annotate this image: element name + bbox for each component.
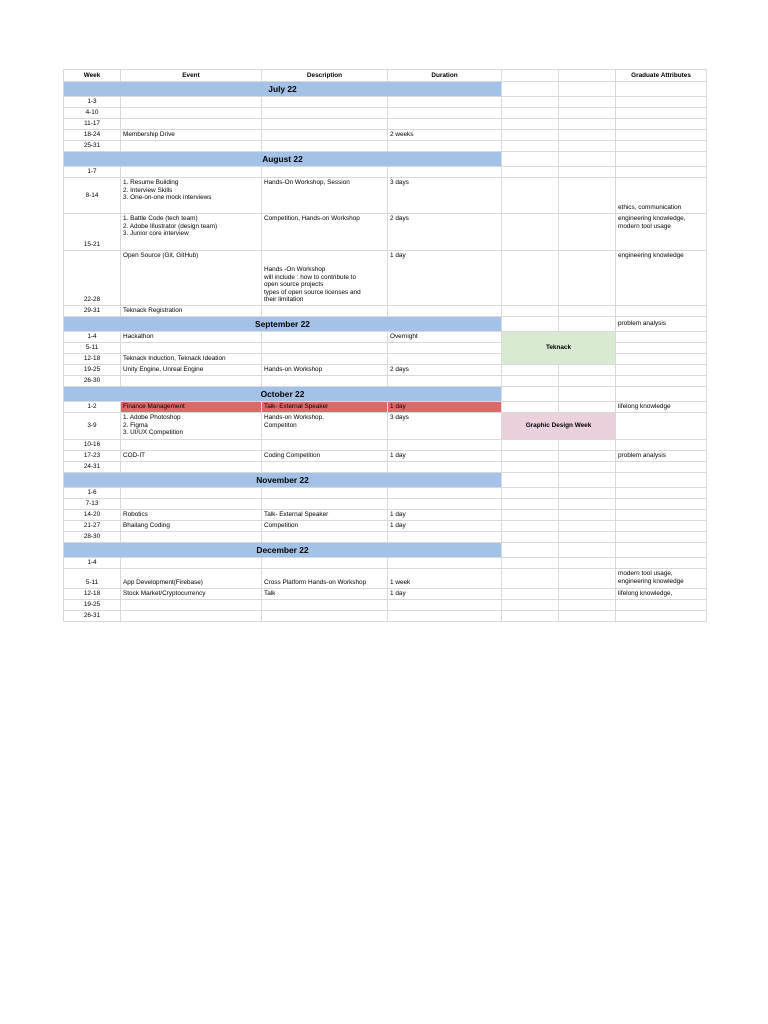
duration-cell: 3 days — [388, 178, 502, 214]
description-cell: Competition, Hands-on Workshop — [262, 214, 388, 251]
attributes-cell — [616, 343, 707, 354]
table-row — [64, 600, 707, 611]
week-cell: 1-3 — [64, 97, 121, 108]
week-cell: 10-16 — [64, 440, 121, 451]
attributes-cell — [616, 532, 707, 543]
duration-cell: 1 day — [388, 521, 502, 532]
week-cell: 1-6 — [64, 488, 121, 499]
week-cell: 19-25 — [64, 365, 121, 376]
event-cell — [121, 499, 262, 510]
table-row — [64, 462, 707, 473]
duration-cell: 2 days — [388, 365, 502, 376]
attributes-cell: modern tool usage, engineering knowledge — [616, 569, 707, 589]
table-row — [64, 306, 707, 317]
duration-cell — [388, 600, 502, 611]
description-cell — [262, 558, 388, 569]
duration-cell: 1 week — [388, 569, 502, 589]
week-cell: 24-31 — [64, 462, 121, 473]
attributes-cell — [616, 510, 707, 521]
event-cell: Teknack Registration — [121, 306, 262, 317]
table-row — [64, 141, 707, 152]
attributes-cell: problem analysis — [616, 317, 707, 332]
description-cell — [262, 462, 388, 473]
event-cell: COD-IT — [121, 451, 262, 462]
attributes-cell — [616, 462, 707, 473]
attributes-cell — [616, 499, 707, 510]
description-cell: Talk- External Speaker — [262, 510, 388, 521]
week-cell: 14-20 — [64, 510, 121, 521]
description-cell — [262, 488, 388, 499]
attributes-cell — [616, 119, 707, 130]
table-row-highlighted — [64, 402, 707, 413]
description-cell — [262, 141, 388, 152]
event-cell: Hackathon — [121, 332, 262, 343]
description-cell — [262, 611, 388, 622]
attributes-cell — [616, 521, 707, 532]
table-row — [64, 365, 707, 376]
attributes-cell — [616, 332, 707, 343]
duration-cell — [388, 141, 502, 152]
duration-cell — [388, 611, 502, 622]
description-cell — [262, 130, 388, 141]
event-cell — [121, 119, 262, 130]
attributes-cell — [616, 130, 707, 141]
duration-cell — [388, 306, 502, 317]
graphic-design-week-block: Graphic Design Week — [502, 413, 616, 440]
description-cell — [262, 332, 388, 343]
attributes-cell: lifelong knowledge — [616, 402, 707, 413]
table-row — [64, 97, 707, 108]
spreadsheet — [63, 69, 706, 622]
month-row-november — [64, 473, 707, 488]
table-row — [64, 178, 707, 214]
description-cell: Cross Platform Hands-on Workshop — [262, 569, 388, 589]
duration-cell — [388, 376, 502, 387]
attributes-cell — [616, 488, 707, 499]
month-row-july — [64, 82, 707, 97]
event-cell — [121, 600, 262, 611]
attributes-cell: engineering knowledge — [616, 251, 707, 306]
event-cell: Teknack Induction, Teknack Ideation — [121, 354, 262, 365]
attributes-cell — [616, 354, 707, 365]
week-cell: 7-13 — [64, 499, 121, 510]
col-header-blank-1 — [502, 70, 559, 82]
header-row — [64, 70, 707, 82]
description-cell: Hands-On Workshop, Session — [262, 178, 388, 214]
attributes-cell: problem analysis — [616, 451, 707, 462]
month-row-december — [64, 543, 707, 558]
description-cell: Hands -On Workshop will include : how to contribute to open source projects types of open source licenses and their limitation — [262, 251, 388, 306]
table-row — [64, 532, 707, 543]
event-cell — [121, 97, 262, 108]
week-cell: 17-23 — [64, 451, 121, 462]
attributes-cell — [616, 558, 707, 569]
attributes-cell: ethics, communication — [616, 178, 707, 214]
month-label: July 22 — [64, 82, 502, 97]
description-cell: Hands-on Workshop, Competiton — [262, 413, 388, 440]
attributes-cell — [616, 600, 707, 611]
description-cell — [262, 532, 388, 543]
duration-cell — [388, 462, 502, 473]
month-label: August 22 — [64, 152, 502, 167]
attributes-cell — [616, 108, 707, 119]
event-cell — [121, 343, 262, 354]
event-cell — [121, 141, 262, 152]
table-row — [64, 558, 707, 569]
table-row — [64, 510, 707, 521]
description-cell — [262, 108, 388, 119]
duration-cell — [388, 440, 502, 451]
duration-cell: 1 day — [388, 251, 502, 306]
attributes-cell — [616, 97, 707, 108]
event-cell — [121, 532, 262, 543]
description-cell: Talk- External Speaker — [262, 402, 388, 413]
description-cell: Talk — [262, 589, 388, 600]
event-cell — [121, 108, 262, 119]
duration-cell — [388, 119, 502, 130]
description-cell — [262, 343, 388, 354]
event-cell — [121, 558, 262, 569]
col-header-week: Week — [64, 70, 121, 82]
week-cell: 12-18 — [64, 589, 121, 600]
week-cell: 5-11 — [64, 569, 121, 589]
table-row — [64, 488, 707, 499]
schedule-table — [63, 69, 707, 622]
table-row — [64, 332, 707, 343]
description-cell — [262, 354, 388, 365]
week-cell: 15-21 — [64, 214, 121, 251]
week-cell: 11-17 — [64, 119, 121, 130]
duration-cell — [388, 108, 502, 119]
duration-cell — [388, 354, 502, 365]
event-cell: Finance Management — [121, 402, 262, 413]
week-cell: 29-31 — [64, 306, 121, 317]
event-cell — [121, 167, 262, 178]
description-cell — [262, 97, 388, 108]
description-cell — [262, 499, 388, 510]
week-cell: 25-31 — [64, 141, 121, 152]
event-cell — [121, 376, 262, 387]
table-row — [64, 130, 707, 141]
description-cell: Competition — [262, 521, 388, 532]
event-cell: 1. Adobe Photoshop 2. Figma 3. UI/UX Competition — [121, 413, 262, 440]
description-cell — [262, 167, 388, 178]
event-cell — [121, 611, 262, 622]
description-cell: Coding Competition — [262, 451, 388, 462]
table-row — [64, 521, 707, 532]
duration-cell — [388, 532, 502, 543]
col-header-event: Event — [121, 70, 262, 82]
week-cell: 28-30 — [64, 532, 121, 543]
attributes-cell: lifelong knowledge, — [616, 589, 707, 600]
duration-cell: 3 days — [388, 413, 502, 440]
month-row-august — [64, 152, 707, 167]
description-cell — [262, 119, 388, 130]
attributes-cell — [616, 167, 707, 178]
duration-cell: 2 days — [388, 214, 502, 251]
table-row — [64, 376, 707, 387]
attributes-cell: engineering knowledge, modern tool usage — [616, 214, 707, 251]
week-cell: 21-27 — [64, 521, 121, 532]
duration-cell — [388, 499, 502, 510]
event-cell: Open Source (Git, GitHub) — [121, 251, 262, 306]
table-row — [64, 214, 707, 251]
table-row — [64, 499, 707, 510]
week-cell: 4-10 — [64, 108, 121, 119]
week-cell: 18-24 — [64, 130, 121, 141]
event-cell: Membership Drive — [121, 130, 262, 141]
table-row — [64, 167, 707, 178]
col-header-attributes: Graduate Attributes — [616, 70, 707, 82]
attributes-cell — [616, 376, 707, 387]
event-cell: App Development(Firebase) — [121, 569, 262, 589]
month-label: September 22 — [64, 317, 502, 332]
week-cell: 26-31 — [64, 611, 121, 622]
week-cell: 3-9 — [64, 413, 121, 440]
month-label: October 22 — [64, 387, 502, 402]
table-row — [64, 108, 707, 119]
week-cell: 1-2 — [64, 402, 121, 413]
table-row — [64, 251, 707, 306]
month-row-october — [64, 387, 707, 402]
event-cell — [121, 462, 262, 473]
table-row — [64, 413, 707, 440]
duration-cell: 1 day — [388, 589, 502, 600]
duration-cell: Overnight — [388, 332, 502, 343]
duration-cell — [388, 97, 502, 108]
month-label: November 22 — [64, 473, 502, 488]
table-row — [64, 451, 707, 462]
table-row — [64, 611, 707, 622]
col-header-description: Description — [262, 70, 388, 82]
attributes-cell — [616, 365, 707, 376]
attributes-cell — [616, 413, 707, 440]
event-cell: Stock Market/Cryptocurrency — [121, 589, 262, 600]
duration-cell — [388, 488, 502, 499]
week-cell: 22-28 — [64, 251, 121, 306]
event-cell: Bhailang Coding — [121, 521, 262, 532]
table-row — [64, 440, 707, 451]
teknack-block: Teknack — [502, 332, 616, 365]
description-cell: Hands-on Workshop — [262, 365, 388, 376]
duration-cell — [388, 343, 502, 354]
col-header-duration: Duration — [388, 70, 502, 82]
duration-cell: 2 weeks — [388, 130, 502, 141]
event-cell: 1. Resume Building 2. Interview Skills 3. One-on-one mock interviews — [121, 178, 262, 214]
week-cell: 1-7 — [64, 167, 121, 178]
event-cell — [121, 440, 262, 451]
description-cell — [262, 600, 388, 611]
event-cell: Unity Engine, Unreal Engine — [121, 365, 262, 376]
week-cell: 1-4 — [64, 558, 121, 569]
week-cell: 5-11 — [64, 343, 121, 354]
table-row — [64, 119, 707, 130]
attributes-cell — [616, 141, 707, 152]
table-row — [64, 569, 707, 589]
duration-cell: 1 day — [388, 451, 502, 462]
attributes-cell — [616, 611, 707, 622]
attributes-cell — [616, 306, 707, 317]
week-cell: 26-30 — [64, 376, 121, 387]
description-cell — [262, 306, 388, 317]
description-cell — [262, 440, 388, 451]
duration-cell: 1 day — [388, 402, 502, 413]
duration-cell: 1 day — [388, 510, 502, 521]
description-cell — [262, 376, 388, 387]
month-row-september — [64, 317, 707, 332]
week-cell: 8-14 — [64, 178, 121, 214]
table-row — [64, 589, 707, 600]
week-cell: 12-18 — [64, 354, 121, 365]
week-cell: 1-4 — [64, 332, 121, 343]
event-cell: 1. Battle Code (tech team) 2. Adobe Illustrator (design team) 3. Junior core interview — [121, 214, 262, 251]
event-cell — [121, 488, 262, 499]
duration-cell — [388, 167, 502, 178]
duration-cell — [388, 558, 502, 569]
week-cell: 19-25 — [64, 600, 121, 611]
month-label: December 22 — [64, 543, 502, 558]
attributes-cell — [616, 440, 707, 451]
col-header-blank-2 — [559, 70, 616, 82]
event-cell: Robotics — [121, 510, 262, 521]
